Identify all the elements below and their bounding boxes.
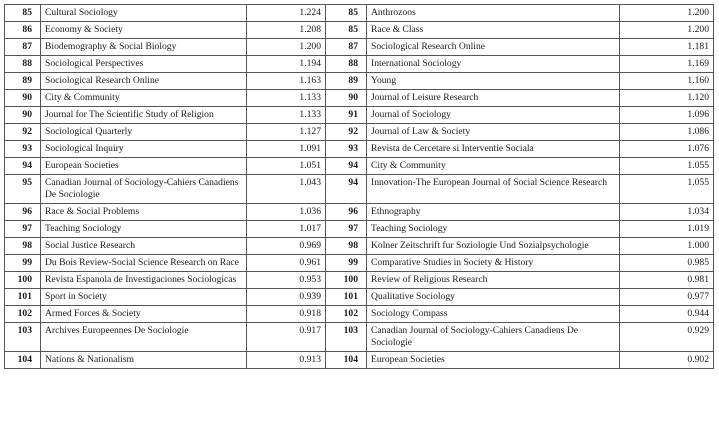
right-score-cell: 1.200 [620,22,714,39]
left-score-cell: 0.961 [247,255,326,272]
right-journal-cell: Comparative Studies in Society & History [367,255,620,272]
right-score-cell: 1.034 [620,204,714,221]
table-row [5,352,714,369]
left-score-cell: 1.133 [247,107,326,124]
right-journal-cell: Canadian Journal of Sociology-Cahiers Canadiens De Sociologie [367,323,620,352]
left-rank-cell: 102 [5,306,41,323]
right-rank-cell: 85 [326,5,367,22]
table-body [5,5,714,369]
left-score-cell: 1.224 [247,5,326,22]
left-score-cell: 1.127 [247,124,326,141]
right-rank-cell: 93 [326,141,367,158]
right-rank-cell: 87 [326,39,367,56]
table-row [5,107,714,124]
right-journal-cell: Anthrozoos [367,5,620,22]
left-journal-cell: Armed Forces & Society [41,306,247,323]
right-rank-cell: 100 [326,272,367,289]
left-score-cell: 1.194 [247,56,326,73]
table-row [5,289,714,306]
right-journal-cell: International Sociology [367,56,620,73]
left-journal-cell: City & Community [41,90,247,107]
left-score-cell: 1.208 [247,22,326,39]
left-rank-cell: 99 [5,255,41,272]
table-row [5,306,714,323]
right-rank-cell: 102 [326,306,367,323]
left-score-cell: 0.918 [247,306,326,323]
left-score-cell: 1.133 [247,90,326,107]
right-score-cell: 0.981 [620,272,714,289]
table-row [5,90,714,107]
left-journal-cell: Revista Espanola de Investigaciones Sociologicas [41,272,247,289]
right-journal-cell: Journal of Leisure Research [367,90,620,107]
left-rank-cell: 89 [5,73,41,90]
left-journal-cell: Biodemography & Social Biology [41,39,247,56]
left-rank-cell: 101 [5,289,41,306]
right-journal-cell: Journal of Law & Society [367,124,620,141]
left-rank-cell: 96 [5,204,41,221]
table-row [5,272,714,289]
right-score-cell: 1.086 [620,124,714,141]
left-rank-cell: 90 [5,90,41,107]
left-journal-cell: Journal for The Scientific Study of Religion [41,107,247,124]
left-journal-cell: Teaching Sociology [41,221,247,238]
right-rank-cell: 89 [326,73,367,90]
left-rank-cell: 98 [5,238,41,255]
right-score-cell: 0.902 [620,352,714,369]
left-rank-cell: 86 [5,22,41,39]
right-rank-cell: 94 [326,158,367,175]
left-journal-cell: Economy & Society [41,22,247,39]
left-journal-cell: Cultural Sociology [41,5,247,22]
left-score-cell: 0.913 [247,352,326,369]
right-score-cell: 1.169 [620,56,714,73]
left-score-cell: 0.969 [247,238,326,255]
left-journal-cell: Sociological Inquiry [41,141,247,158]
table-row [5,5,714,22]
left-score-cell: 1.200 [247,39,326,56]
left-rank-cell: 104 [5,352,41,369]
table-row [5,175,714,204]
right-rank-cell: 101 [326,289,367,306]
left-journal-cell: Sociological Research Online [41,73,247,90]
right-rank-cell: 104 [326,352,367,369]
left-rank-cell: 85 [5,5,41,22]
left-journal-cell: Canadian Journal of Sociology-Cahiers Canadiens De Sociologie [41,175,247,204]
left-journal-cell: Nations & Nationalism [41,352,247,369]
right-journal-cell: European Societies [367,352,620,369]
left-journal-cell: Sociological Perspectives [41,56,247,73]
left-journal-cell: Archives Europeennes De Sociologie [41,323,247,352]
right-score-cell: 1.076 [620,141,714,158]
left-score-cell: 0.953 [247,272,326,289]
right-score-cell: 1.160 [620,73,714,90]
right-score-cell: 0.977 [620,289,714,306]
left-score-cell: 1.091 [247,141,326,158]
left-journal-cell: European Societies [41,158,247,175]
right-journal-cell: Ethnography [367,204,620,221]
table-row [5,204,714,221]
right-journal-cell: Qualitative Sociology [367,289,620,306]
left-rank-cell: 103 [5,323,41,352]
right-score-cell: 1.019 [620,221,714,238]
right-rank-cell: 88 [326,56,367,73]
right-rank-cell: 99 [326,255,367,272]
right-score-cell: 1.055 [620,175,714,204]
right-rank-cell: 97 [326,221,367,238]
left-score-cell: 1.017 [247,221,326,238]
right-score-cell: 1.000 [620,238,714,255]
left-rank-cell: 95 [5,175,41,204]
table-row [5,158,714,175]
left-journal-cell: Du Bois Review-Social Science Research on Race [41,255,247,272]
left-journal-cell: Sport in Society [41,289,247,306]
left-journal-cell: Race & Social Problems [41,204,247,221]
left-rank-cell: 94 [5,158,41,175]
right-journal-cell: Sociology Compass [367,306,620,323]
right-score-cell: 0.929 [620,323,714,352]
right-score-cell: 1.096 [620,107,714,124]
right-rank-cell: 103 [326,323,367,352]
right-score-cell: 1.181 [620,39,714,56]
right-rank-cell: 92 [326,124,367,141]
right-journal-cell: Kolner Zeitschrift fur Soziologie Und Sozialpsychologie [367,238,620,255]
right-rank-cell: 85 [326,22,367,39]
left-rank-cell: 92 [5,124,41,141]
table-row [5,255,714,272]
right-rank-cell: 90 [326,90,367,107]
table-row [5,238,714,255]
right-rank-cell: 94 [326,175,367,204]
right-rank-cell: 91 [326,107,367,124]
left-score-cell: 1.163 [247,73,326,90]
table-row [5,22,714,39]
right-score-cell: 1.200 [620,5,714,22]
table-row [5,73,714,90]
right-score-cell: 0.944 [620,306,714,323]
left-score-cell: 0.917 [247,323,326,352]
table-row [5,56,714,73]
right-journal-cell: Young [367,73,620,90]
table-row [5,323,714,352]
table-row [5,221,714,238]
table-row [5,124,714,141]
table-row [5,39,714,56]
left-rank-cell: 97 [5,221,41,238]
left-journal-cell: Sociological Quarterly [41,124,247,141]
left-rank-cell: 93 [5,141,41,158]
right-score-cell: 1.120 [620,90,714,107]
left-rank-cell: 87 [5,39,41,56]
right-journal-cell: Sociological Research Online [367,39,620,56]
right-rank-cell: 96 [326,204,367,221]
right-journal-cell: City & Community [367,158,620,175]
right-score-cell: 0.985 [620,255,714,272]
left-score-cell: 0.939 [247,289,326,306]
left-rank-cell: 90 [5,107,41,124]
right-rank-cell: 98 [326,238,367,255]
left-score-cell: 1.036 [247,204,326,221]
journal-ranking-table [4,4,714,369]
left-score-cell: 1.051 [247,158,326,175]
left-rank-cell: 88 [5,56,41,73]
right-journal-cell: Innovation-The European Journal of Social Science Research [367,175,620,204]
left-rank-cell: 100 [5,272,41,289]
right-journal-cell: Journal of Sociology [367,107,620,124]
right-journal-cell: Race & Class [367,22,620,39]
right-journal-cell: Revista de Cercetare si Interventie Sociala [367,141,620,158]
right-journal-cell: Teaching Sociology [367,221,620,238]
right-score-cell: 1.055 [620,158,714,175]
table-row [5,141,714,158]
left-journal-cell: Social Justice Research [41,238,247,255]
right-journal-cell: Review of Religious Research [367,272,620,289]
left-score-cell: 1.043 [247,175,326,204]
